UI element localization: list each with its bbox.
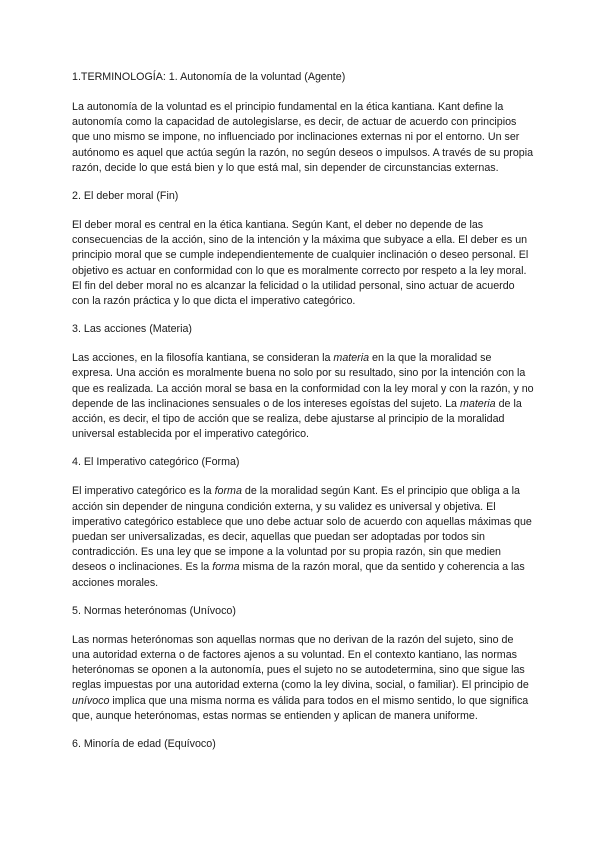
section-3-paragraph (72, 351, 534, 442)
section-6-heading: 6. Minoría de edad (Equívoco) (72, 738, 216, 751)
section-4-emphasis-2: forma (212, 561, 240, 574)
section-4-text-3: misma de la razón moral, que da sentido y coherencia a las acciones morales. (72, 561, 525, 589)
section-5-paragraph (72, 633, 534, 724)
section-3-text-2: en la que la moralidad se expresa. Una acción es moralmente buena no solo por su resultado, sino por la intención con la que es realizada. La acción moral se basa en la conformidad con la ley moral y con la razón, y no depende de las inclinaciones sensuales o de los intereses egoístas del sujeto. La (72, 352, 534, 410)
section-3-text-1: Las acciones, en la filosofía kantiana, se consideran la (72, 352, 334, 365)
section-3-emphasis-1: materia (333, 352, 370, 365)
section-3-text-3: de la acción, es decir, el tipo de acción que se realiza, debe ajustarse al principio de la moralidad universal establecida por el imperativo categórico. (72, 397, 522, 441)
section-5-heading: 5. Normas heterónomas (Unívoco) (72, 604, 236, 617)
section-5-text-2: implica que una misma norma es válida para todos en el mismo sentido, lo que significa que, aunque heterónomas, estas normas se entienden y aplican de manera uniforme. (72, 694, 529, 722)
section-4-text-2: de la moralidad según Kant. Es el principio que obliga a la acción sin depender de ninguna condición externa, y su validez es universal y objetiva. El imperativo categórico establece que uno debe actuar solo de acuerdo con aquellas máximas que puedan ser universalizadas, es decir, aquellas que puedan ser adoptadas por todos sin contradicción. Es una ley que se impone a la voluntad por su propia razón, sin que medien deseos o inclinaciones. Es la (72, 485, 532, 574)
section-4-text-1: El imperativo categórico es la (72, 485, 215, 498)
section-4-paragraph (72, 484, 534, 590)
section-3-emphasis-2: materia (459, 397, 496, 410)
document-title: 1.TERMINOLOGÍA: 1. Autonomía de la voluntad (Agente) (72, 71, 346, 83)
section-4-heading: 4. El Imperativo categórico (Forma) (72, 456, 240, 469)
section-4-emphasis-1: forma (214, 485, 242, 498)
section-5-text-1: Las normas heterónomas son aquellas normas que no derivan de la razón del sujeto, sino de una autoridad externa o de factores ajenos a su voluntad. En el contexto kantiano, las normas heterónomas se oponen a la autonomía, pues el sujeto no se autodetermina, sino que sigue las reglas impuestas por una autoridad externa (como la ley divina, social, o familiar). El principio de (72, 633, 529, 692)
section-5-emphasis-1: unívoco (72, 694, 110, 707)
section-2-paragraph: El deber moral es central en la ética kantiana. Según Kant, el deber no depende de las consecuencias de la acción, sino de la intención y la máxima que subyace a ella. El deber es un principio moral que se cumple independientemente de cualquier inclinación o deseo personal. El objetivo es actuar en conformidad con lo que es moralmente correcto por respeto a la ley moral. El fin del deber moral no es alcanzar la felicidad o la utilidad personal, sino actuar de acuerdo con la razón práctica y lo que dicta el imperativo categórico. (72, 219, 529, 308)
document-page (72, 70, 534, 766)
section-3-heading: 3. Las acciones (Materia) (72, 323, 192, 336)
section-1-paragraph: La autonomía de la voluntad es el principio fundamental en la ética kantiana. Kant define la autonomía como la capacidad de autolegislarse, es decir, de actuar de acuerdo con principios que uno mismo se impone, no influenciado por inclinaciones externas ni por el entorno. Un ser autónomo es aquel que actúa según la razón, no según deseos o impulsos. A través de su propia razón, decide lo que está bien y lo que está mal, sin depender de circunstancias externas. (72, 101, 534, 174)
section-2-heading: 2. El deber moral (Fin) (72, 190, 179, 203)
